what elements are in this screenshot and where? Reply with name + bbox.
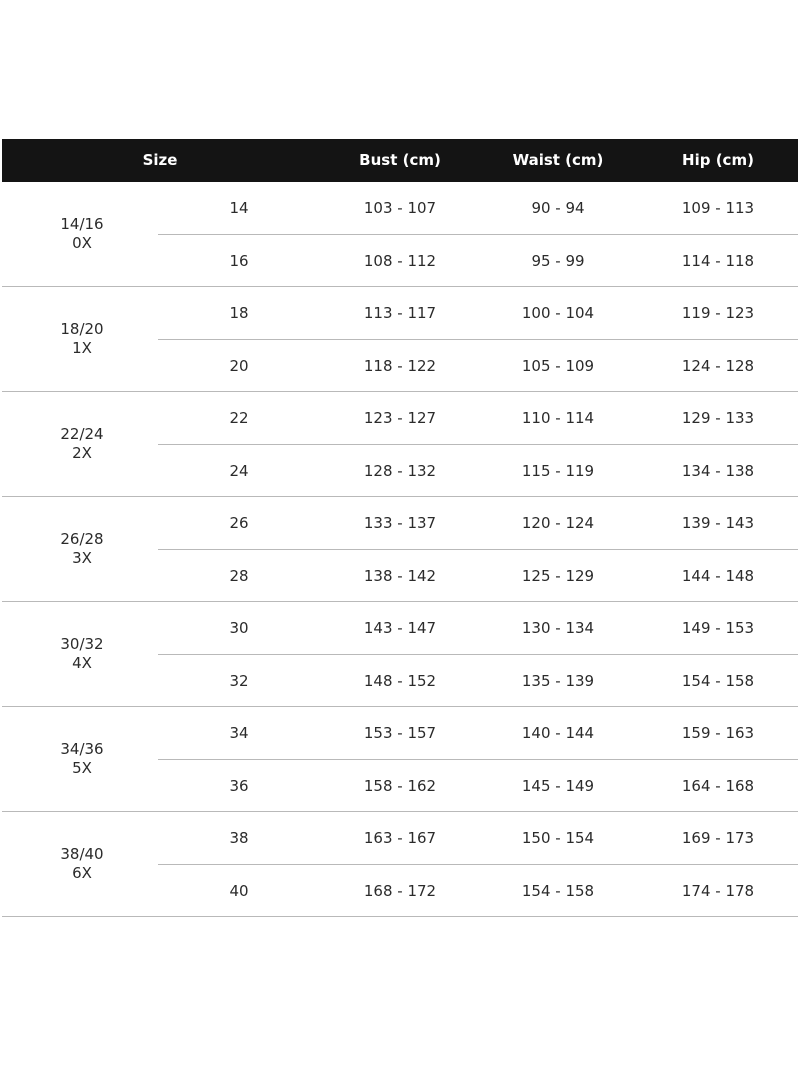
header-bust: Bust (cm) — [359, 151, 441, 169]
cell-bust: 113 - 117 — [363, 304, 437, 322]
cell-waist: 145 - 149 — [521, 777, 595, 795]
cell-bust: 123 - 127 — [363, 409, 437, 427]
group-label-plus: 3X — [72, 549, 92, 567]
table-row — [2, 865, 798, 917]
cell-bust: 108 - 112 — [363, 252, 437, 270]
cell-size: 14 — [229, 199, 249, 217]
table-row — [2, 655, 798, 707]
cell-hip: 114 - 118 — [681, 252, 755, 270]
cell-waist: 120 - 124 — [521, 514, 595, 532]
table-row — [2, 235, 798, 287]
cell-waist: 105 - 109 — [521, 357, 595, 375]
table-row — [2, 602, 798, 654]
cell-bust: 143 - 147 — [363, 619, 437, 637]
size-group-4x — [2, 602, 798, 707]
table-row — [2, 340, 798, 392]
table-row — [2, 182, 798, 234]
cell-hip: 129 - 133 — [681, 409, 755, 427]
group-label-plus: 0X — [72, 234, 92, 252]
group-label-sizes: 14/16 — [60, 215, 104, 233]
table-row — [2, 707, 798, 759]
cell-size: 18 — [229, 304, 249, 322]
cell-waist: 140 - 144 — [521, 724, 595, 742]
cell-waist: 125 - 129 — [521, 567, 595, 585]
cell-waist: 135 - 139 — [521, 672, 595, 690]
cell-hip: 119 - 123 — [681, 304, 755, 322]
table-header — [2, 139, 798, 182]
size-group-3x — [2, 497, 798, 602]
size-chart-table — [2, 139, 798, 917]
cell-waist: 110 - 114 — [521, 409, 595, 427]
cell-waist: 150 - 154 — [521, 829, 595, 847]
group-label-plus: 4X — [72, 654, 92, 672]
cell-size: 20 — [229, 357, 249, 375]
group-label-sizes: 26/28 — [60, 530, 104, 548]
header-hip: Hip (cm) — [682, 151, 754, 169]
cell-size: 28 — [229, 567, 249, 585]
cell-bust: 158 - 162 — [363, 777, 437, 795]
cell-bust: 128 - 132 — [363, 462, 437, 480]
cell-waist: 90 - 94 — [531, 199, 585, 217]
group-label-sizes: 34/36 — [60, 740, 104, 758]
cell-hip: 169 - 173 — [681, 829, 755, 847]
table-row — [2, 445, 798, 497]
cell-size: 16 — [229, 252, 249, 270]
cell-bust: 138 - 142 — [363, 567, 437, 585]
size-group-1x — [2, 287, 798, 392]
cell-size: 24 — [229, 462, 249, 480]
cell-size: 36 — [229, 777, 249, 795]
group-label-sizes: 30/32 — [60, 635, 104, 653]
table-row — [2, 550, 798, 602]
cell-size: 34 — [229, 724, 249, 742]
cell-waist: 100 - 104 — [521, 304, 595, 322]
cell-hip: 149 - 153 — [681, 619, 755, 637]
group-label-plus: 5X — [72, 759, 92, 777]
cell-hip: 159 - 163 — [681, 724, 755, 742]
cell-bust: 118 - 122 — [363, 357, 437, 375]
group-label-plus: 2X — [72, 444, 92, 462]
size-group-5x — [2, 707, 798, 812]
cell-size: 30 — [229, 619, 249, 637]
cell-bust: 103 - 107 — [363, 199, 437, 217]
cell-size: 32 — [229, 672, 249, 690]
cell-hip: 154 - 158 — [681, 672, 755, 690]
cell-size: 38 — [229, 829, 249, 847]
cell-hip: 174 - 178 — [681, 882, 755, 900]
table-row — [2, 812, 798, 864]
cell-bust: 168 - 172 — [363, 882, 437, 900]
table-row — [2, 287, 798, 339]
cell-hip: 109 - 113 — [681, 199, 755, 217]
cell-waist: 115 - 119 — [521, 462, 595, 480]
cell-hip: 139 - 143 — [681, 514, 755, 532]
group-label-plus: 1X — [72, 339, 92, 357]
group-label-plus: 6X — [72, 864, 92, 882]
cell-size: 40 — [229, 882, 249, 900]
cell-bust: 163 - 167 — [363, 829, 437, 847]
cell-waist: 130 - 134 — [521, 619, 595, 637]
group-label-sizes: 18/20 — [60, 320, 104, 338]
cell-hip: 134 - 138 — [681, 462, 755, 480]
size-group-6x — [2, 812, 798, 917]
cell-waist: 95 - 99 — [531, 252, 585, 270]
size-group-2x — [2, 392, 798, 497]
group-label-sizes: 38/40 — [60, 845, 104, 863]
cell-hip: 144 - 148 — [681, 567, 755, 585]
table-row — [2, 497, 798, 549]
cell-bust: 133 - 137 — [363, 514, 437, 532]
cell-waist: 154 - 158 — [521, 882, 595, 900]
table-row — [2, 392, 798, 444]
cell-size: 22 — [229, 409, 249, 427]
size-group-0x — [2, 182, 798, 287]
group-label-sizes: 22/24 — [60, 425, 104, 443]
cell-bust: 148 - 152 — [363, 672, 437, 690]
table-row — [2, 760, 798, 812]
header-size: Size — [142, 151, 178, 169]
cell-bust: 153 - 157 — [363, 724, 437, 742]
cell-size: 26 — [229, 514, 249, 532]
cell-hip: 124 - 128 — [681, 357, 755, 375]
header-waist: Waist (cm) — [512, 151, 604, 169]
cell-hip: 164 - 168 — [681, 777, 755, 795]
